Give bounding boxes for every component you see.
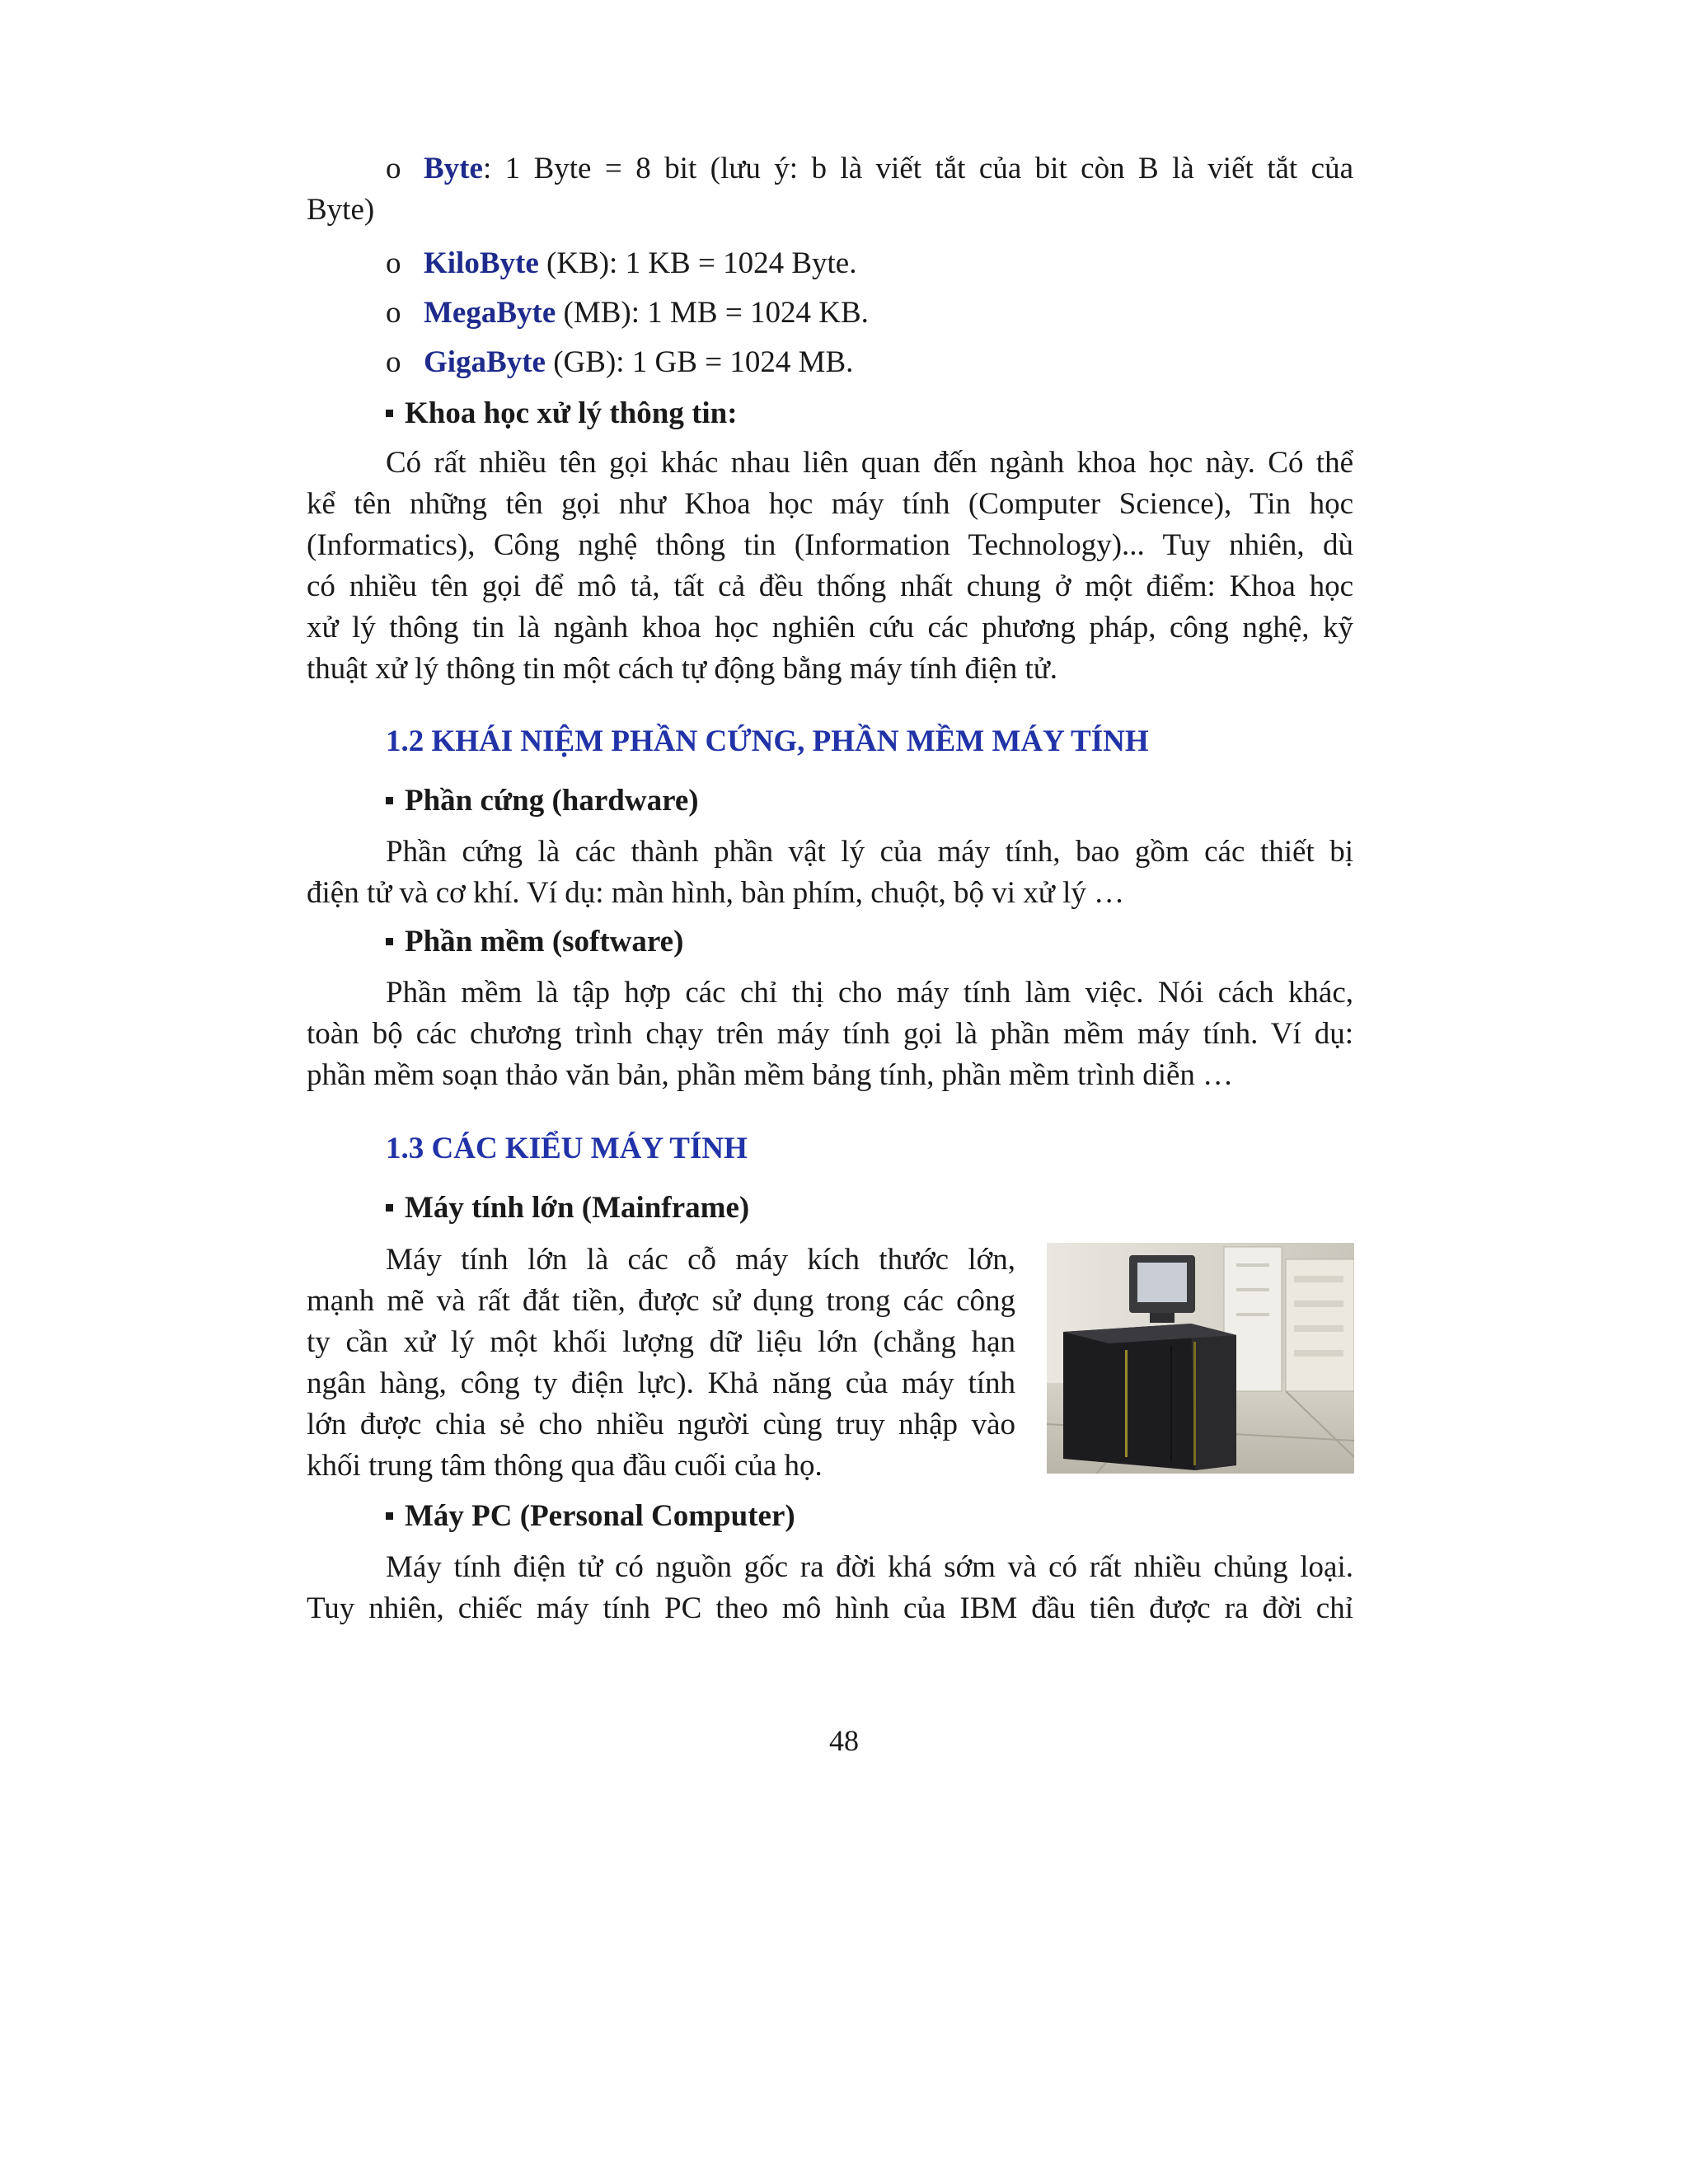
unit-term: MegaByte [424, 296, 556, 330]
unit-item-megabyte: o MegaByte (MB): 1 MB = 1024 KB. [386, 296, 869, 330]
square-bullet-icon [386, 1512, 393, 1520]
software-heading: Phần mềm (software) [307, 921, 1353, 963]
byte-units-list [307, 148, 1353, 231]
square-bullet-icon [386, 410, 393, 417]
hardware-paragraph: Phần cứng là các thành phần vật lý của máy tính, bao gồm các thiết bị điện tử và cơ khí. Ví dụ: màn hình, bàn phím, chuột, bộ vi xử lý … [307, 835, 1353, 910]
pc-heading: Máy PC (Personal Computer) [307, 1496, 1353, 1537]
unit-item-byte-continued: Byte) [307, 193, 375, 227]
unit-item-byte: o Byte: 1 Byte = 8 bit (lưu ý: b là viết tắt của bit còn B là viết tắt của [386, 152, 1353, 185]
unit-term: Byte [424, 152, 483, 185]
mainframe-heading: Máy tính lớn (Mainframe) [307, 1188, 1353, 1229]
square-bullet-icon [386, 938, 393, 945]
unit-term: KiloByte [424, 246, 539, 280]
pc-paragraph: Máy tính điện tử có nguồn gốc ra đời khá sớm và có rất nhiều chủng loại. Tuy nhiên, chiếc máy tính PC theo mô hình của IBM đầu tiên được ra đời chỉ [307, 1550, 1353, 1625]
mainframe-computer-illustration [1047, 1243, 1354, 1474]
square-bullet-icon [386, 797, 393, 804]
info-science-heading: Khoa học xử lý thông tin: [307, 393, 1353, 434]
square-bullet-icon [386, 1204, 393, 1212]
section-title-1-2: 1.2 KHÁI NIỆM PHẦN CỨNG, PHẦN MỀM MÁY TÍNH [386, 724, 1149, 758]
unit-item-gigabyte: o GigaByte (GB): 1 GB = 1024 MB. [386, 345, 854, 379]
page-number: 48 [829, 1724, 859, 1757]
mainframe-paragraph: Máy tính lớn là các cỗ máy kích thước lớn, mạnh mẽ và rất đắt tiền, được sử dụng trong các công ty cần xử lý một khối lượng dữ liệu lớn (chẳng hạn ngân hàng, công ty điện lực). Khả năng của máy tính lớn được chia sẻ cho nhiều người cùng truy nhập vào khối trung tâm thông qua đầu cuối của họ. [307, 1243, 1015, 1483]
mainframe-photo [1047, 1243, 1354, 1474]
unit-item-kilobyte: o KiloByte (KB): 1 KB = 1024 Byte. [386, 246, 857, 280]
software-paragraph: Phần mềm là tập hợp các chỉ thị cho máy tính làm việc. Nói cách khác, toàn bộ các chương trình chạy trên máy tính gọi là phần mềm máy tính. Ví dụ: phần mềm soạn thảo văn bản, phần mềm bảng tính, phần mềm trình diễn … [307, 976, 1353, 1092]
info-science-paragraph: Có rất nhiều tên gọi khác nhau liên quan đến ngành khoa học này. Có thể kể tên những tên gọi như Khoa học máy tính (Computer Science), Tin học (Informatics), Công nghệ thông tin (Information Technology)... Tuy nhiên, dù có nhiều tên gọi để mô tả, tất cả đều thống nhất chung ở một điểm: Khoa học xử lý thông tin là ngành khoa học nghiên cứu các phương pháp, công nghệ, kỹ thuật xử lý thông tin một cách tự động bằng máy tính điện tử. [307, 446, 1353, 686]
hardware-heading: Phần cứng (hardware) [307, 780, 1353, 822]
section-title-1-3: 1.3 CÁC KIỂU MÁY TÍNH [386, 1132, 748, 1165]
unit-term: GigaByte [424, 345, 546, 379]
